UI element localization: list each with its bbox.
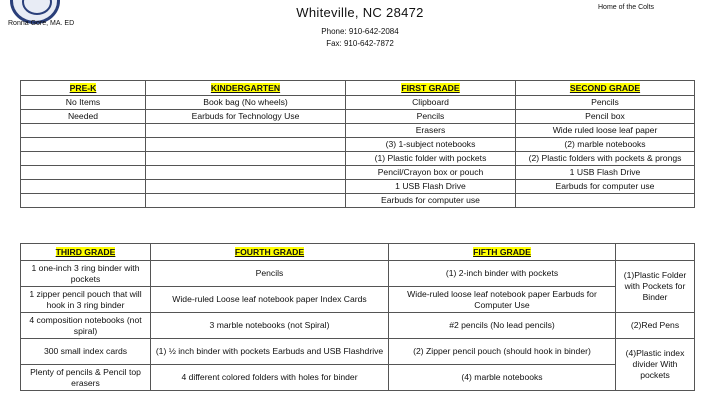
table-cell	[21, 166, 146, 180]
table-cell: (2) Zipper pencil pouch (should hook in binder)	[389, 339, 616, 365]
table-cell: 1 zipper pencil pouch that will hook in 3 ring binder	[21, 287, 151, 313]
table-row	[21, 110, 695, 124]
table-row	[21, 96, 695, 110]
table-cell	[146, 124, 346, 138]
table-cell: Pencils	[516, 96, 695, 110]
table-cell: Wide-ruled Loose leaf notebook paper Index Cards	[151, 287, 389, 313]
table-cell: (1) ½ inch binder with pockets Earbuds and USB Flashdrive	[151, 339, 389, 365]
table-row	[21, 339, 695, 365]
table-cell: Plenty of pencils & Pencil top erasers	[21, 365, 151, 391]
column-header: THIRD GRADE	[21, 244, 151, 261]
table-cell: Needed	[21, 110, 146, 124]
table-cell: Wide ruled loose leaf paper	[516, 124, 695, 138]
table-cell: Erasers	[346, 124, 516, 138]
table-cell: Book bag (No wheels)	[146, 96, 346, 110]
table-cell	[146, 166, 346, 180]
table-cell	[21, 152, 146, 166]
table-cell: 4 composition notebooks (not spiral)	[21, 313, 151, 339]
table-cell	[516, 194, 695, 208]
table-cell: (1) Plastic folder with pockets	[346, 152, 516, 166]
table-cell: Pencils	[346, 110, 516, 124]
table-row	[21, 152, 695, 166]
table-cell: 1 USB Flash Drive	[516, 166, 695, 180]
table-cell: 300 small index cards	[21, 339, 151, 365]
school-fax: Fax: 910-642-7872	[326, 39, 394, 48]
table-cell	[146, 152, 346, 166]
table-cell: 1 USB Flash Drive	[346, 180, 516, 194]
table-header-row	[21, 244, 695, 261]
table-row	[21, 313, 695, 339]
column-header: FOURTH GRADE	[151, 244, 389, 261]
table-cell: (2)Red Pens	[616, 313, 695, 339]
table-row	[21, 365, 695, 391]
table-cell: #2 pencils (No lead pencils)	[389, 313, 616, 339]
supply-table-lower-grades	[20, 80, 695, 208]
principal-name: Ronna Gore, MA. ED	[8, 20, 75, 27]
table-cell	[21, 138, 146, 152]
table-row	[21, 194, 695, 208]
table-cell	[146, 180, 346, 194]
table-row	[21, 138, 695, 152]
table-header-row	[21, 81, 695, 96]
column-header: PRE-K	[21, 81, 146, 96]
school-city: Whiteville, NC 28472	[296, 5, 424, 20]
column-header: FIFTH GRADE	[389, 244, 616, 261]
table-cell: Pencils	[151, 261, 389, 287]
table-cell	[21, 180, 146, 194]
school-phone: Phone: 910-642-2084	[321, 27, 399, 36]
table-cell	[21, 124, 146, 138]
table-cell: 3 marble notebooks (not Spiral)	[151, 313, 389, 339]
table-row	[21, 287, 695, 313]
table-cell: 4 different colored folders with holes for binder	[151, 365, 389, 391]
column-header	[616, 244, 695, 261]
table-cell: (4) marble notebooks	[389, 365, 616, 391]
table-cell	[146, 194, 346, 208]
table-cell: (1) 2-inch binder with pockets	[389, 261, 616, 287]
supply-table-upper-grades	[20, 243, 695, 391]
table-cell: Pencil/Crayon box or pouch	[346, 166, 516, 180]
table-row	[21, 124, 695, 138]
column-header: SECOND GRADE	[516, 81, 695, 96]
table-cell: (3) 1-subject notebooks	[346, 138, 516, 152]
table-cell: (1)Plastic Folder with Pockets for Binder	[616, 261, 695, 313]
table-cell: No Items	[21, 96, 146, 110]
table-cell: (2) marble notebooks	[516, 138, 695, 152]
column-header: KINDERGARTEN	[146, 81, 346, 96]
column-header: FIRST GRADE	[346, 81, 516, 96]
table-cell: 1 one-inch 3 ring binder with pockets	[21, 261, 151, 287]
table-cell: Wide-ruled loose leaf notebook paper Earbuds for Computer Use	[389, 287, 616, 313]
table-cell: Earbuds for computer use	[346, 194, 516, 208]
table-cell: Earbuds for computer use	[516, 180, 695, 194]
table-cell	[146, 138, 346, 152]
table-cell: Clipboard	[346, 96, 516, 110]
table-cell: (2) Plastic folders with pockets & prongs	[516, 152, 695, 166]
school-tagline: Home of the Colts	[598, 4, 655, 11]
table-cell: (4)Plastic index divider With pockets	[616, 339, 695, 391]
table-row	[21, 180, 695, 194]
table-cell: Earbuds for Technology Use	[146, 110, 346, 124]
table-cell: Pencil box	[516, 110, 695, 124]
table-row	[21, 166, 695, 180]
table-cell	[21, 194, 146, 208]
table-row	[21, 261, 695, 287]
